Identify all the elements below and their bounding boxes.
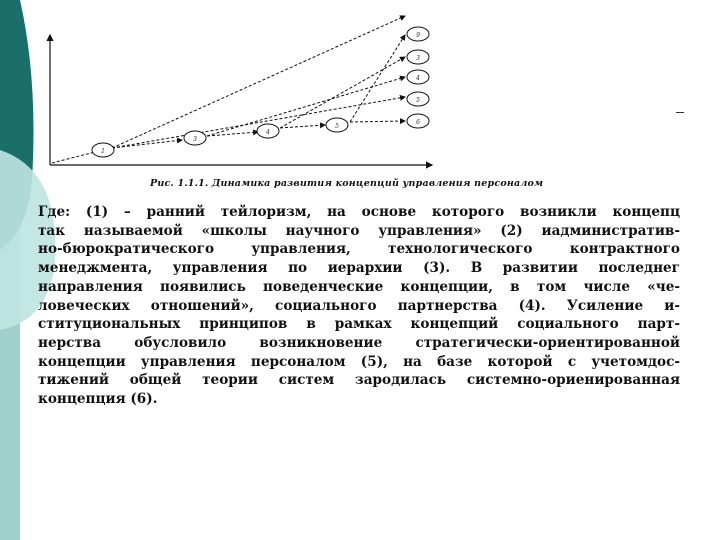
text-line: так называемой «школы научного управления» (2) иадминистратив- xyxy=(38,222,680,239)
node-label: 3 xyxy=(416,55,420,62)
node-label: 5 xyxy=(335,123,339,130)
node-label: 4 xyxy=(266,129,270,136)
text-line: Где: (1) – ранний тейлоризм, на основе которого возникли концепц xyxy=(38,204,680,220)
body-text xyxy=(38,203,680,409)
concept-dynamics-diagram xyxy=(40,15,680,195)
trend-line xyxy=(52,152,95,163)
text-line: ловеческих отношений», социального партнерства (4). Усиление и- xyxy=(38,297,680,314)
node-label: 4 xyxy=(416,75,420,82)
trend-line xyxy=(207,77,405,136)
node-label: 1 xyxy=(101,148,105,155)
text-line: но-бюрократического управления, технологического контрактного xyxy=(38,241,680,258)
text-line: нерства обусловило возникновение стратегически-ориентированной xyxy=(38,334,680,351)
node-label: 5 xyxy=(416,97,420,104)
trend-line xyxy=(350,35,405,122)
node-label: 6 xyxy=(416,119,420,126)
text-line: менеджмента, управления по иерархии (3). В развитии последнег xyxy=(38,260,680,277)
text-line: концепции управления персоналом (5), на базе которой с учетомдос- xyxy=(38,353,680,370)
text-line: тижений общей теории систем зародилась системно-ориенированная xyxy=(38,372,680,389)
text-line: направления появились поведенческие концепции, в том числе «че- xyxy=(38,278,680,295)
trend-line xyxy=(280,57,405,128)
node-label: 9 xyxy=(416,32,420,39)
trend-line xyxy=(350,121,405,122)
node-label: 3 xyxy=(193,136,197,143)
figure-caption: Рис. 1.1.1. Динамика развития концепций управления персоналом xyxy=(150,178,544,189)
text-line: ституциональных принципов в рамках концепций социального парт- xyxy=(38,316,680,333)
text-line: концепция (6). xyxy=(38,391,158,408)
trend-line xyxy=(280,125,325,128)
divider-dash xyxy=(676,112,684,113)
trend-line xyxy=(112,140,182,148)
